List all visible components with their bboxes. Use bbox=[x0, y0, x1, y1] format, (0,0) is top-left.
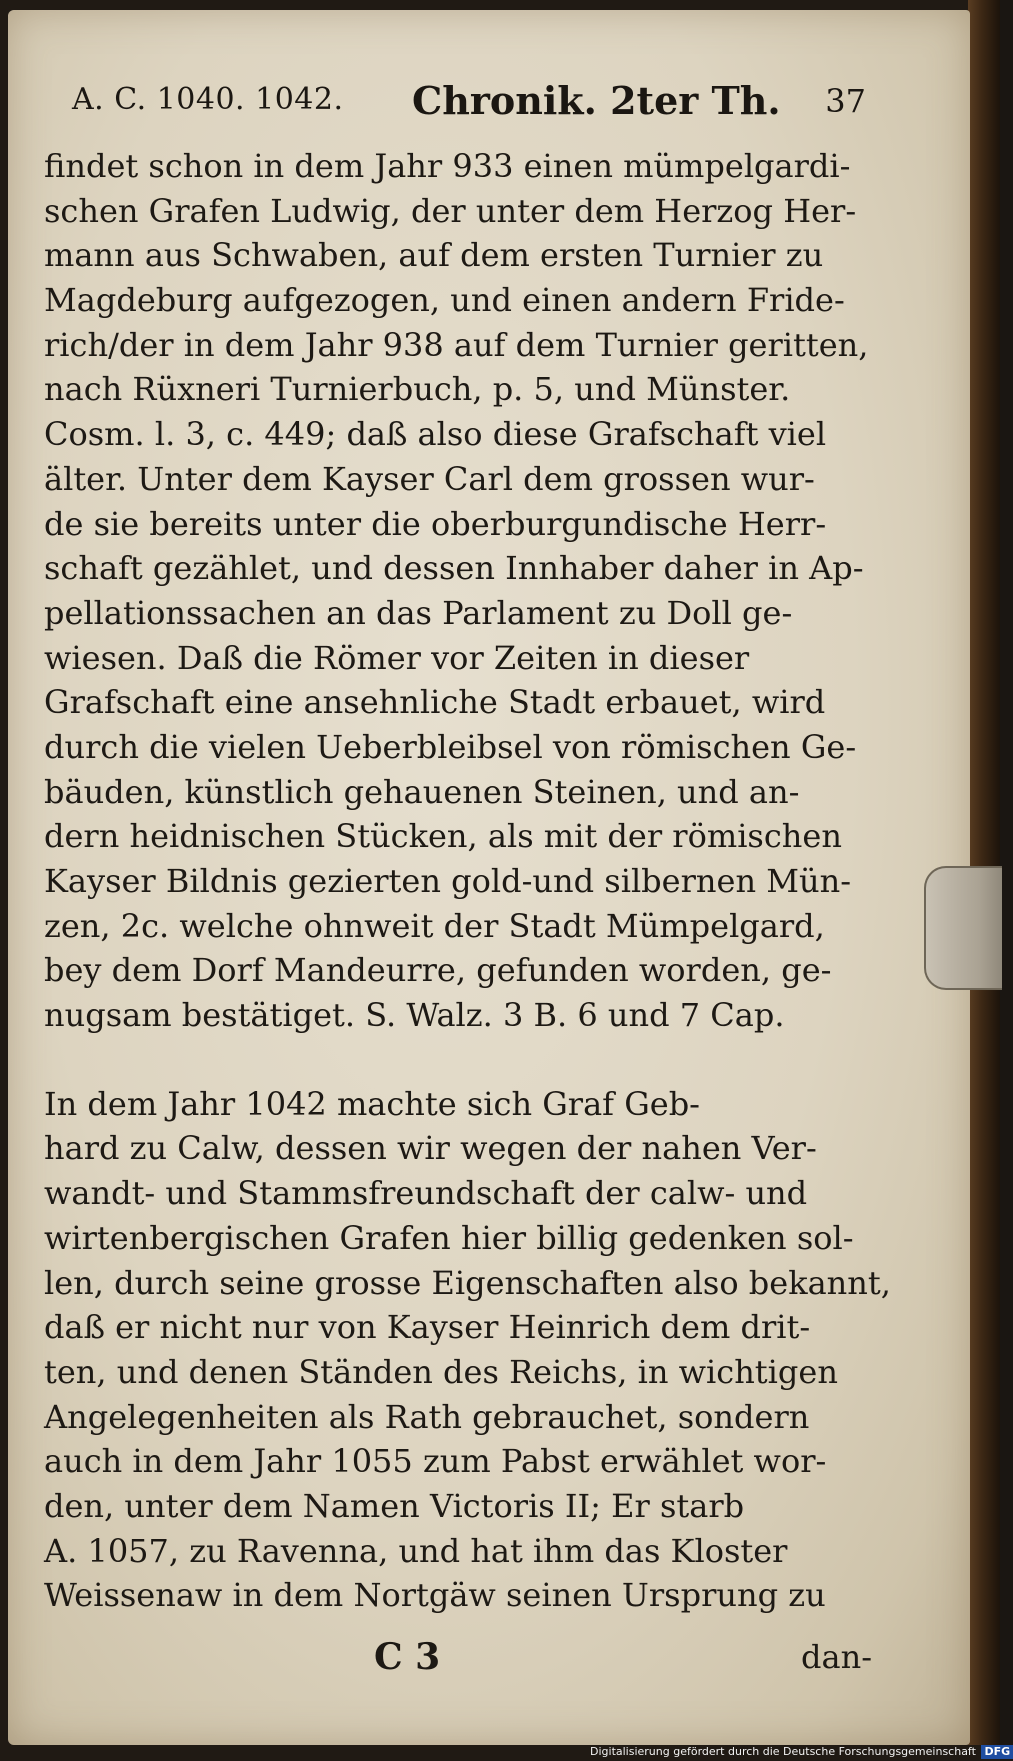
text-line: auch in dem Jahr 1055 zum Pabst erwählet wor- bbox=[44, 1442, 827, 1481]
text-line: len, durch seine grosse Eigenschaften also bekannt, bbox=[44, 1263, 891, 1302]
text-line: findet schon in dem Jahr 933 einen mümpelgardi- bbox=[44, 147, 851, 185]
text-line: Magdeburg aufgezogen, und einen andern Fride- bbox=[44, 281, 845, 320]
text-line: Kayser Bildnis gezierten gold-und silbernen Mün- bbox=[44, 862, 852, 900]
page-footer bbox=[44, 1636, 874, 1684]
text-line: Weissenaw in dem Nortgäw seinen Ursprung zu bbox=[44, 1576, 826, 1615]
bookmark-tab bbox=[924, 866, 1002, 990]
credit-text: Digitalisierung gefördert durch die Deutsche Forschungsgemeinschaft bbox=[590, 1745, 976, 1758]
running-head-title: Chronik. 2ter Th. bbox=[412, 78, 781, 123]
text-line: schen Grafen Ludwig, der unter dem Herzog Her- bbox=[44, 191, 857, 230]
text-line: nugsam bestätiget. S. Walz. 3 B. 6 und 7 Cap. bbox=[44, 996, 785, 1035]
text-line: rich/der in dem Jahr 938 auf dem Turnier geritten, bbox=[44, 325, 869, 364]
text-line: durch die vielen Ueberbleibsel von römischen Ge- bbox=[44, 727, 857, 766]
text-line: ten, und denen Ständen des Reichs, in wichtigen bbox=[44, 1352, 838, 1391]
digitization-credit bbox=[590, 1745, 1013, 1759]
page-number: 37 bbox=[825, 82, 866, 120]
text-line: In dem Jahr 1042 machte sich Graf Geb- bbox=[44, 1084, 700, 1123]
catchword: dan- bbox=[801, 1638, 872, 1676]
signature-mark: C 3 bbox=[374, 1636, 441, 1678]
text-line: A. 1057, zu Ravenna, und hat ihm das Kloster bbox=[44, 1531, 788, 1570]
text-line: zen, 2c. welche ohnweit der Stadt Mümpelgard, bbox=[44, 906, 825, 945]
text-line: daß er nicht nur von Kayser Heinrich dem drit- bbox=[44, 1308, 811, 1347]
text-line: hard zu Calw, dessen wir wegen der nahen Ver- bbox=[44, 1129, 817, 1168]
text-line: älter. Unter dem Kayser Carl dem grossen wur- bbox=[44, 459, 815, 498]
text-line: bäuden, künstlich gehauenen Steinen, und an- bbox=[44, 772, 800, 811]
text-line: wirtenbergischen Grafen hier billig gedenken sol- bbox=[44, 1218, 854, 1257]
text-line: nach Rüxneri Turnierbuch, p. 5, und Münster. bbox=[44, 370, 791, 409]
text-line: pellationssachen an das Parlament zu Doll ge- bbox=[44, 593, 793, 632]
text-line: Angelegenheiten als Rath gebrauchet, sondern bbox=[44, 1397, 810, 1436]
paragraph-2 bbox=[44, 1082, 891, 1618]
text-line: wandt- und Stammsfreundschaft der calw- und bbox=[44, 1174, 808, 1213]
text-line: de sie bereits unter die oberburgundische Herr- bbox=[44, 504, 827, 543]
text-line: schaft gezählet, und dessen Innhaber daher in Ap- bbox=[44, 549, 864, 588]
text-line: mann aus Schwaben, auf dem ersten Turnier zu bbox=[44, 236, 824, 275]
text-line: wiesen. Daß die Römer vor Zeiten in dieser bbox=[44, 638, 750, 677]
text-line: den, unter dem Namen Victoris II; Er starb bbox=[44, 1486, 745, 1525]
text-line: Cosm. l. 3, c. 449; daß also diese Grafschaft viel bbox=[44, 415, 827, 454]
paragraph-spacer bbox=[44, 1038, 874, 1082]
running-head-years: A. C. 1040. 1042. bbox=[72, 82, 344, 117]
dfg-logo: DFG bbox=[981, 1745, 1013, 1759]
page-header bbox=[72, 78, 872, 132]
text-line: dern heidnischen Stücken, als mit der römischen bbox=[44, 817, 842, 856]
text-line: bey dem Dorf Mandeurre, gefunden worden, ge- bbox=[44, 951, 832, 990]
text-line: Grafschaft eine ansehnliche Stadt erbauet, wird bbox=[44, 683, 826, 722]
page-body bbox=[44, 144, 891, 1618]
paragraph-1 bbox=[44, 144, 874, 1038]
